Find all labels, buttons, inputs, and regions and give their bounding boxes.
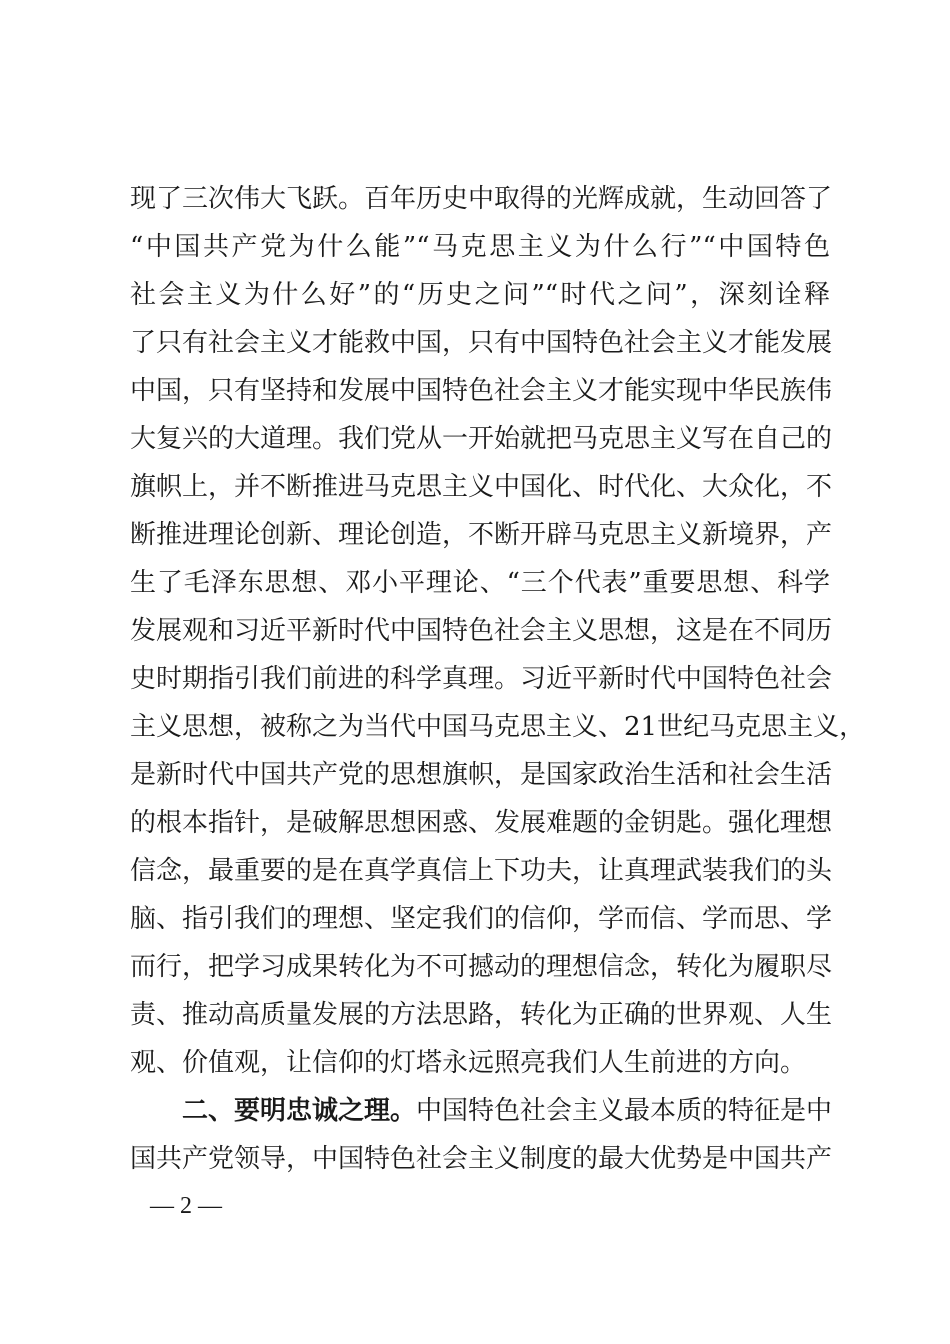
body-line-13: 是新时代中国共产党的思想旗帜，是国家政治生活和社会生活 (130, 760, 833, 790)
section-heading: 二、要明忠诚之理。 (182, 1096, 417, 1126)
body-line-15: 信念，最重要的是在真学真信上下功夫，让真理武装我们的头 (130, 856, 833, 886)
page-number: — 2 — (150, 1193, 222, 1219)
body-line-18: 责、推动高质量发展的方法思路，转化为正确的世界观、人生 (130, 1000, 833, 1030)
body-line-16: 脑、指引我们的理想、坚定我们的信仰，学而信、学而思、学 (130, 904, 833, 934)
body-line-10: 发展观和习近平新时代中国特色社会主义思想，这是在不同历 (130, 616, 833, 646)
section-first-line (182, 1090, 833, 1132)
body-line-1: 现了三次伟大飞跃。百年历史中取得的光辉成就，生动回答了 (130, 184, 833, 214)
body-line-7: 旗帜上，并不断推进马克思主义中国化、时代化、大众化，不 (130, 472, 833, 502)
body-line-2: “中国共产党为什么能”“马克思主义为什么行”“中国特色 (130, 232, 830, 262)
body-line-3: 社会主义为什么好”的“历史之问”“时代之问”，深刻诠释 (130, 280, 830, 310)
body-line-11: 史时期指引我们前进的科学真理。习近平新时代中国特色社会 (130, 664, 833, 694)
body-line-4: 了只有社会主义才能救中国，只有中国特色社会主义才能发展 (130, 328, 833, 358)
body-line-12: 主义思想，被称之为当代中国马克思主义、21世纪马克思主义， (130, 712, 866, 742)
body-line-14: 的根本指针，是破解思想困惑、发展难题的金钥匙。强化理想 (130, 808, 833, 838)
section-first-line-text: 中国特色社会主义最本质的特征是中 (416, 1096, 833, 1126)
body-line-8: 断推进理论创新、理论创造，不断开辟马克思主义新境界，产 (130, 520, 833, 550)
body-line-9: 生了毛泽东思想、邓小平理论、“三个代表”重要思想、科学 (130, 568, 830, 598)
body-line-19: 观、价值观，让信仰的灯塔永远照亮我们人生前进的方向。 (130, 1048, 807, 1078)
body-line-17: 而行，把学习成果转化为不可撼动的理想信念，转化为履职尽 (130, 952, 833, 982)
body-line-6: 大复兴的大道理。我们党从一开始就把马克思主义写在自己的 (130, 424, 833, 454)
body-line-5: 中国，只有坚持和发展中国特色社会主义才能实现中华民族伟 (130, 376, 833, 406)
section-second-line: 国共产党领导，中国特色社会主义制度的最大优势是中国共产 (130, 1144, 833, 1174)
